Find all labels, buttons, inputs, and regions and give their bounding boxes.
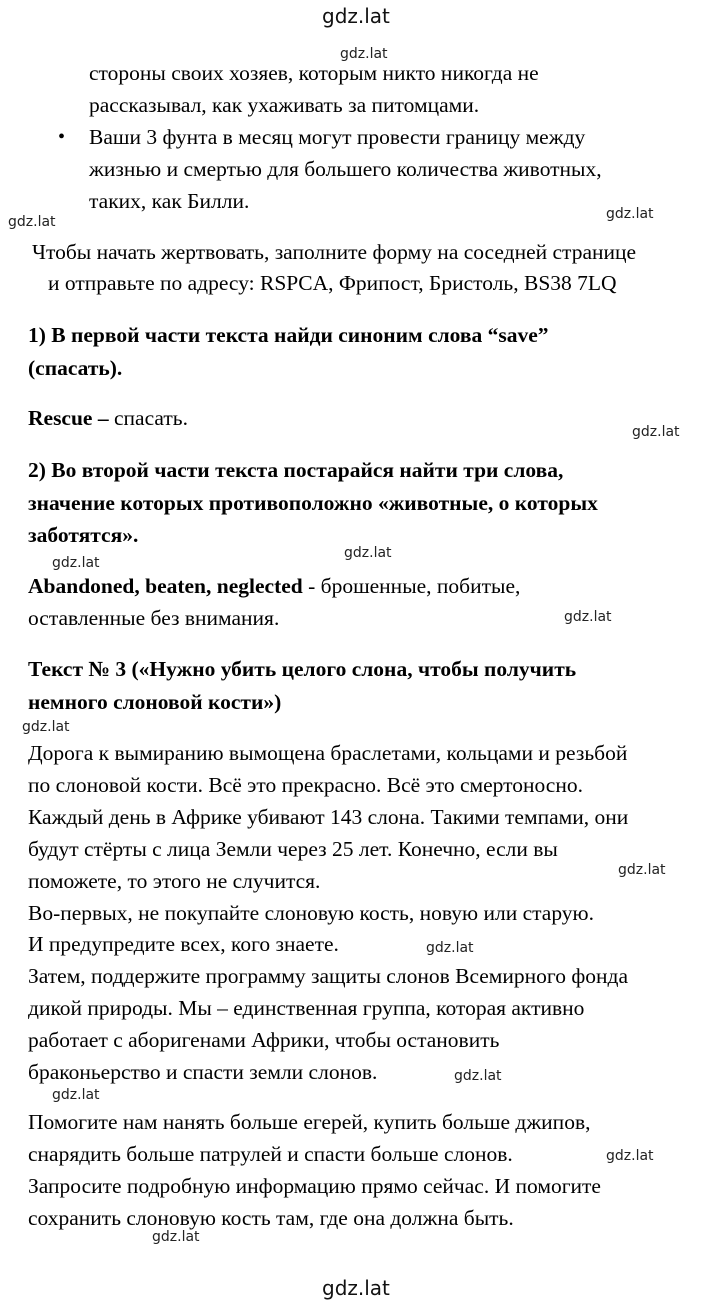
footer-watermark: gdz.lat [322, 1276, 390, 1300]
question-2-line: заботятся». [28, 523, 139, 547]
answer-2-line: оставленные без внимания. [28, 606, 280, 630]
watermark: gdz.lat [340, 46, 388, 62]
text-3-line: Дорога к вымиранию вымощена браслетами, кольцами и резьбой [28, 741, 628, 765]
header-watermark: gdz.lat [322, 4, 390, 28]
question-2-line: 2) Во второй части текста постарайся найти три слова, [28, 458, 564, 482]
bullet-marker: • [58, 126, 66, 148]
bullet-line: Ваши 3 фунта в месяц могут провести границу между [89, 125, 586, 149]
question-1-line: (спасать). [28, 356, 123, 380]
watermark: gdz.lat [606, 206, 654, 222]
text-3-line: работает с аборигенами Африки, чтобы остановить [28, 1028, 500, 1052]
bullet-line: таких, как Билли. [89, 189, 250, 213]
text-3-line: Затем, поддержите программу защиты слонов Всемирного фонда [28, 964, 628, 988]
bullet-line: жизнью и смертью для большего количества животных, [89, 157, 602, 181]
watermark: gdz.lat [606, 1148, 654, 1164]
text-3-line: Помогите нам нанять больше егерей, купить больше джипов, [28, 1110, 591, 1134]
donate-line: и отправьте по адресу: RSPCA, Фрипост, Бристоль, BS38 7LQ [48, 271, 617, 295]
text-3-line: Запросите подробную информацию прямо сейчас. И помогите [28, 1174, 601, 1198]
watermark: gdz.lat [618, 862, 666, 878]
answer-2-text: - брошенные, побитые, [302, 574, 521, 598]
answer-2 [28, 571, 520, 601]
watermark: gdz.lat [52, 1087, 100, 1103]
donate-line: Чтобы начать жертвовать, заполните форму на соседней странице [32, 240, 637, 264]
continuation-line: стороны своих хозяев, которым никто никогда не [89, 61, 539, 85]
text-3-title: Текст № 3 («Нужно убить целого слона, чтобы получить [28, 657, 577, 681]
watermark: gdz.lat [152, 1229, 200, 1245]
question-2-line: значение которых противоположно «животные, о которых [28, 491, 598, 515]
text-3-line: Во-первых, не покупайте слоновую кость, новую или старую. [28, 901, 594, 925]
text-3-line: И предупредите всех, кого знаете. [28, 932, 339, 956]
watermark: gdz.lat [426, 940, 474, 956]
text-3-title: немного слоновой кости») [28, 690, 282, 714]
watermark: gdz.lat [22, 719, 70, 735]
text-3-line: будут стёрты с лица Земли через 25 лет. Конечно, если вы [28, 837, 558, 861]
answer-1-text: спасать. [108, 406, 188, 430]
text-3-line: снарядить больше патрулей и спасти больше слонов. [28, 1142, 513, 1166]
watermark: gdz.lat [564, 609, 612, 625]
answer-1 [28, 403, 188, 433]
text-3-line: браконьерство и спасти земли слонов. [28, 1060, 378, 1084]
watermark: gdz.lat [344, 545, 392, 561]
text-3-line: по слоновой кости. Всё это прекрасно. Всё это смертоносно. [28, 773, 583, 797]
question-1-line: 1) В первой части текста найди синоним слова “save” [28, 323, 549, 347]
answer-2-words: Abandoned, beaten, neglected [28, 574, 303, 598]
watermark: gdz.lat [454, 1068, 502, 1084]
text-3-line: Каждый день в Африке убивают 143 слона. Такими темпами, они [28, 805, 629, 829]
text-3-line: дикой природы. Мы – единственная группа, которая активно [28, 996, 585, 1020]
watermark: gdz.lat [52, 555, 100, 571]
text-3-line: поможете, то этого не случится. [28, 869, 321, 893]
watermark: gdz.lat [8, 214, 56, 230]
text-3-line: сохранить слоновую кость там, где она должна быть. [28, 1206, 514, 1230]
continuation-line: рассказывал, как ухаживать за питомцами. [89, 93, 480, 117]
watermark: gdz.lat [632, 424, 680, 440]
answer-1-word: Rescue – [28, 406, 109, 430]
